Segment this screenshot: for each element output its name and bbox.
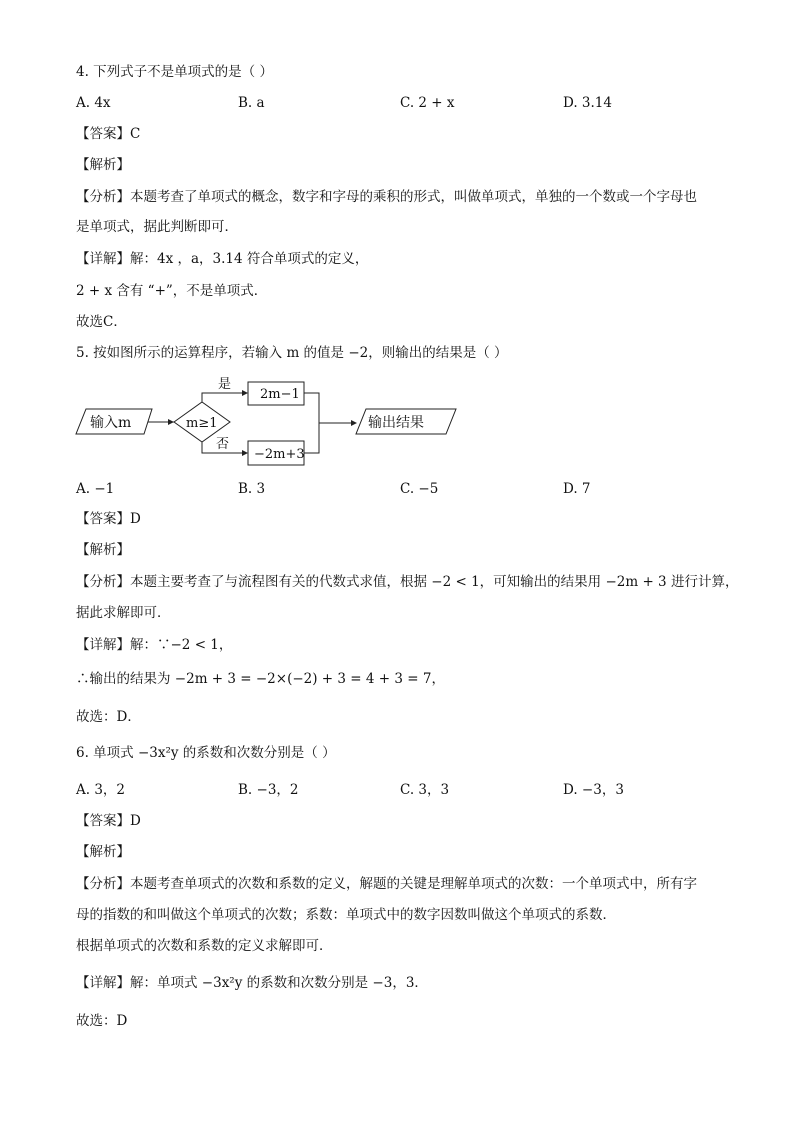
flowchart-yes-label: 是 [218,377,232,392]
q5-analysis-line-1: 【分析】本题主要考查了与流程图有关的代数式求值，根据 −2 < 1，可知输出的结果用 −2m + 3 进行计算， [76,574,739,590]
q4-option-c: C. 2 + x [400,95,455,111]
q5-option-d: D. 7 [563,481,591,497]
q5-analysis-line-2: 据此求解即可． [76,605,171,621]
q5-analysis-title: 【解析】 [76,542,130,558]
q5-option-b: B. 3 [238,481,266,497]
q6-analysis-title: 【解析】 [76,844,130,860]
q4-analysis-line-2: 是单项式，据此判断即可． [76,219,238,235]
q6-stem: 6. 单项式 −3x²y 的系数和次数分别是（ ） [76,745,336,761]
q5-option-a: A. −1 [76,481,115,497]
q4-detail-line-2: 2 + x 含有 “+”，不是单项式． [76,283,268,299]
q6-option-c: C. 3，3 [400,782,450,798]
q4-conclusion: 故选C． [76,314,127,330]
q6-option-b: B. −3，2 [238,782,299,798]
flowchart [74,372,474,472]
q6-option-d: D. −3，3 [563,782,624,798]
q5-conclusion: 故选：D． [76,709,141,725]
q4-analysis-title: 【解析】 [76,157,130,173]
q4-detail-line-1: 【详解】解：4x ，a，3.14 符合单项式的定义， [76,251,369,267]
flowchart-condition-text: m≥1 [186,416,218,431]
q6-option-a: A. 3，2 [76,782,126,798]
q4-option-d: D. 3.14 [563,95,612,111]
q4-option-b: B. a [238,95,265,111]
q5-option-c: C. −5 [400,481,439,497]
q6-answer: 【答案】D [76,813,141,829]
q4-analysis-line-1: 【分析】本题考查了单项式的概念，数字和字母的乘积的形式，叫做单项式，单独的一个数或一个字母也 [76,189,697,205]
q4-stem: 4. 下列式子不是单项式的是（ ） [76,64,273,80]
q4-answer: 【答案】C [76,126,141,142]
q6-analysis-line-3: 根据单项式的次数和系数的定义求解即可． [76,938,333,954]
flowchart-input-text: 输入m [90,415,132,431]
q5-stem: 5. 按如图所示的运算程序，若输入 m 的值是 −2，则输出的结果是（ ） [76,345,508,361]
q5-answer: 【答案】D [76,511,141,527]
flowchart-no-box-text: −2m+3 [254,447,305,462]
q5-detail-line-2: ∴输出的结果为 −2m + 3 = −2×(−2) + 3 = 4 + 3 = 7， [76,671,445,687]
flowchart-yes-box-text: 2m−1 [260,387,300,402]
q6-analysis-line-2: 母的指数的和叫做这个单项式的次数；系数：单项式中的数字因数叫做这个单项式的系数． [76,907,616,923]
flowchart-output-text: 输出结果 [368,415,424,431]
q5-detail-line-1: 【详解】解：∵−2 < 1， [76,637,233,653]
q6-detail-line-1: 【详解】解：单项式 −3x²y 的系数和次数分别是 −3，3． [76,975,428,991]
flowchart-no-label: 否 [216,437,230,452]
q4-option-a: A. 4x [76,95,111,111]
q6-conclusion: 故选：D [76,1013,128,1029]
q6-analysis-line-1: 【分析】本题考查单项式的次数和系数的定义，解题的关键是理解单项式的次数：一个单项式中，所有字 [76,876,697,892]
